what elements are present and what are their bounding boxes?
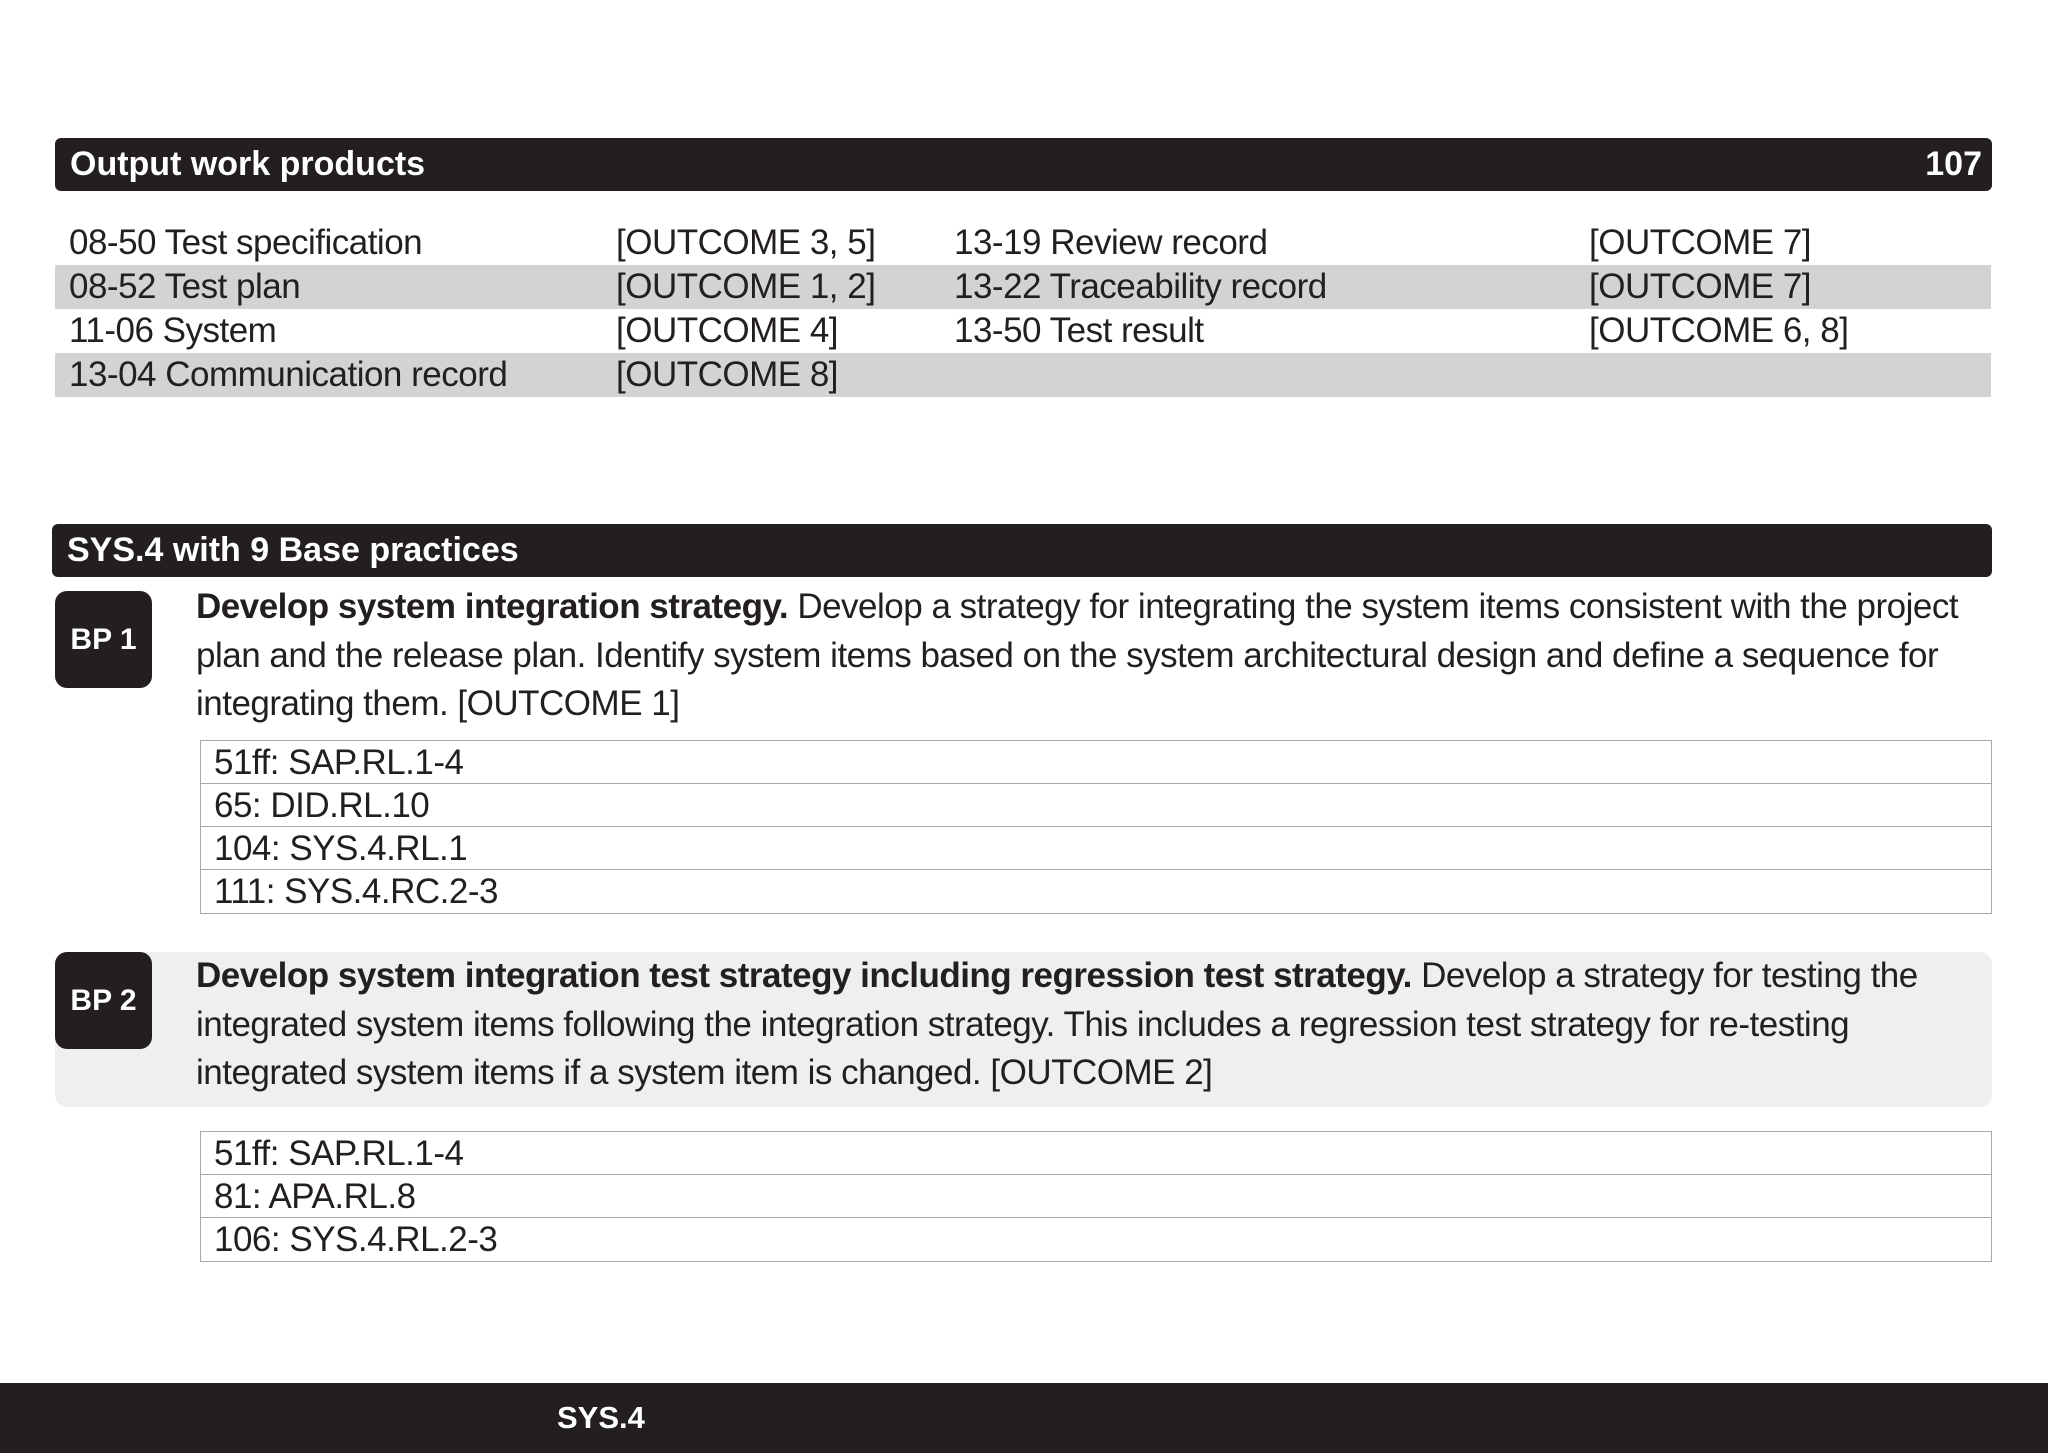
work-product: 08-50 Test specification: [69, 223, 423, 262]
outcome-ref: [OUTCOME 7]: [1589, 223, 1812, 262]
outcome-ref: [OUTCOME 6, 8]: [1589, 311, 1849, 350]
outcome-ref: [OUTCOME 7]: [1589, 267, 1812, 306]
bp-description: [196, 583, 1992, 729]
table-row: [55, 221, 1991, 265]
bp-body: Develop a strategy for testing the integrated system items following the integration strategy. This includes a regression test strategy for re-testing integrated system items if a system item is changed. [OUTCOME 2]: [196, 956, 1918, 1092]
bp-badge: [55, 952, 152, 1049]
table-row: [55, 353, 1991, 397]
bp-body: Develop a strategy for integrating the system items consistent with the project plan and the release plan. Identify system items based on the system architectural design and define a sequence for integrating them. [OUTCOME 1]: [196, 587, 1959, 723]
reference-row: 106: SYS.4.RL.2-3: [214, 1220, 498, 1259]
table-row: [55, 265, 1991, 309]
page-number: 107: [1925, 145, 1982, 183]
reference-row: 65: DID.RL.10: [201, 784, 1991, 827]
bp-badge-label: BP 2: [70, 983, 137, 1017]
bp-heading: Develop system integration test strategy including regression test strategy.: [196, 956, 1412, 995]
work-product: 08-52 Test plan: [69, 267, 301, 306]
output-work-products-header: [55, 138, 1992, 191]
bp-description: [196, 952, 1992, 1098]
section-title: SYS.4 with 9 Base practices: [67, 531, 519, 569]
footer-label: SYS.4: [557, 1400, 645, 1435]
reference-row: 81: APA.RL.8: [201, 1175, 1991, 1218]
reference-row: 111: SYS.4.RC.2-3: [214, 872, 498, 911]
bp-badge: [55, 591, 152, 688]
outcome-ref: [OUTCOME 3, 5]: [616, 223, 876, 262]
bp-heading: Develop system integration strategy.: [196, 587, 789, 626]
section-title: Output work products: [70, 145, 426, 183]
outcome-ref: [OUTCOME 4]: [616, 311, 839, 350]
reference-row: 51ff: SAP.RL.1-4: [201, 741, 1991, 784]
page-footer: [0, 1383, 2048, 1453]
work-product: 11-06 System: [69, 311, 277, 350]
table-row: [55, 309, 1991, 353]
outcome-ref: [OUTCOME 8]: [616, 355, 839, 394]
reference-row: 51ff: SAP.RL.1-4: [201, 1132, 1991, 1175]
work-product: 13-22 Traceability record: [954, 267, 1327, 306]
work-product: 13-04 Communication record: [69, 355, 508, 394]
reference-row: 104: SYS.4.RL.1: [201, 827, 1991, 870]
outcome-ref: [OUTCOME 1, 2]: [616, 267, 876, 306]
bp-badge-label: BP 1: [70, 622, 137, 656]
reference-table: [200, 1131, 1992, 1262]
reference-table: [200, 740, 1992, 914]
output-work-products-table: [55, 221, 1991, 397]
base-practices-header: [52, 524, 1992, 577]
work-product: 13-19 Review record: [954, 223, 1268, 262]
work-product: 13-50 Test result: [954, 311, 1204, 350]
